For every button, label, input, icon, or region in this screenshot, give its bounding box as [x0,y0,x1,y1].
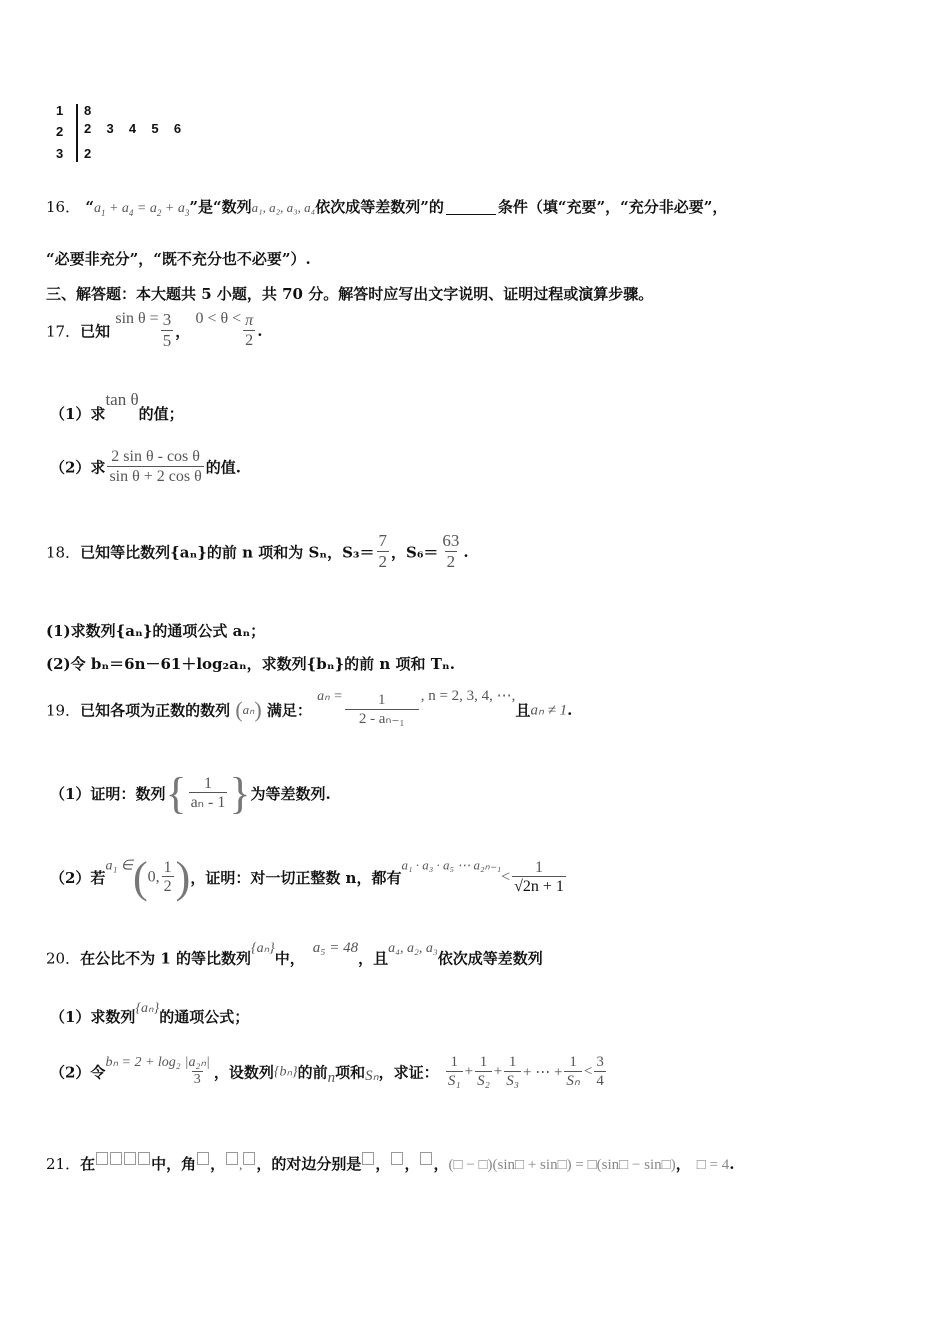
comma: ， [433,1155,449,1173]
interval-start: 0, [147,868,160,886]
recurrence-fraction [345,692,419,728]
stem-divider [76,104,78,162]
paren-right: ) [254,697,262,722]
frac-den: 2 - aₙ₋₁ [345,709,419,728]
frac-den: aₙ - 1 [190,794,226,812]
recurrence-lhs: aₙ = [317,689,343,704]
question-number: 17． [46,322,81,341]
condition-formula: $a_1 + a_4 = a_2 + a_3$ [93,201,190,218]
less-than: < [501,868,511,886]
q19-tail: 且 [515,701,531,720]
period: . [257,322,263,340]
missing-glyph [391,1152,403,1165]
missing-glyph [138,1152,150,1165]
fraction-7-2 [377,532,390,572]
part-label: （2）令 [50,1063,106,1082]
frac-num: 2 sin θ - cos θ [111,448,200,465]
comma: ， [175,322,191,341]
q20-part-2 [50,1054,608,1090]
a5-value: a₅ = 48 [312,940,359,956]
frac-den: 2 [378,551,387,571]
frac-num: 1 [163,858,172,876]
q19-part-1 [50,768,331,819]
stem-3: 3 [56,146,64,161]
frac-den: 3 [193,1071,201,1087]
part-text: 为等差数列. [250,785,331,803]
fraction-3-4 [594,1054,606,1090]
product-formula: a₁ · a₃ · a₅ ⋯ a₂ₙ₋₁ [401,857,502,873]
q17-lead: 已知 [80,322,111,341]
leaves-3: 2 [84,146,92,161]
frac-num: 1 [569,1054,577,1071]
q21-text: 的对边分别是 [271,1155,362,1173]
question-20 [46,940,543,969]
n-var: n [327,1070,336,1086]
period: . [729,1155,735,1173]
frac-num: |a₂ₙ| [184,1055,210,1071]
question-17 [46,310,262,351]
ellipsis: + ⋯ + [522,1064,563,1081]
frac-num: 3 [596,1054,604,1071]
sequence-formula: a₁, a₂, a₃, a₄ [251,200,316,215]
missing-glyph [362,1152,374,1165]
q18-part-1: (1)求数列{aₙ}的通项公式 aₙ； [46,622,266,640]
paren-left: ( [235,697,243,722]
terms-formula: a₄, a₂, a₃ [388,941,438,956]
missing-glyph [96,1152,108,1165]
part-label: （2）若 [50,869,106,887]
membership: a₁ ∈ [105,858,133,874]
frac-den: S₁ [447,1072,461,1089]
fraction-1-2 [162,859,174,897]
sequence-b: {bₙ} [273,1064,298,1080]
bn-formula: bₙ = 2 + log₂ [105,1055,181,1070]
q17-part-2 [50,448,241,486]
sequence-a: aₙ [242,702,255,717]
frac-den: 5 [162,330,172,350]
q20-mid2: ，且 [358,949,389,968]
part-text: 的值. [205,458,242,477]
q16-text-1: 是“数列 [197,198,252,216]
part-text: 的值； [138,405,184,423]
missing-glyph [420,1152,432,1165]
log-fraction [183,1055,212,1088]
question-19 [46,686,572,728]
comma: ， [375,1155,391,1173]
interval-right: ) [175,853,191,902]
q21-text: 中，角 [151,1155,197,1173]
q20-part-1 [50,998,249,1027]
part-label: （2）求 [50,458,106,477]
comma: ， [256,1155,272,1173]
q19-mid: 满足： [266,701,312,720]
frac-den: 2 [446,551,456,571]
missing-glyph [124,1152,136,1165]
sequence-a: {aₙ} [250,941,275,956]
frac-num: 3 [162,309,172,329]
comma: ， [210,1155,226,1173]
part-text: 项和 [335,1063,366,1082]
sqrt-fraction [512,859,566,897]
missing-glyph [197,1152,209,1165]
q16-text-3: 条件（填“充要”，“充分非必要”， [497,198,728,216]
missing-glyphs-triangle [95,1150,151,1168]
fraction-pi-2 [243,312,255,350]
frac-num: 1 [203,774,212,792]
frac-den: 2 [245,331,254,349]
part-text: 的通项公式； [159,1008,250,1026]
q19-text: 已知各项为正数的数列 [80,701,231,720]
range-formula: 0 < θ < [195,310,242,327]
stem-1: 1 [56,103,64,118]
comma-small: , [239,1157,243,1172]
sequence-a: {aₙ} [135,1001,160,1016]
reciprocal-fraction [189,775,228,813]
sn-var: Sₙ [365,1068,379,1084]
frac-den: √2n + 1 [514,878,564,896]
missing-glyph [110,1152,122,1165]
part-label: （1）求 [50,405,106,423]
tan-formula: tan θ [105,390,139,409]
question-16 [46,196,727,218]
frac-den: 2 [163,878,172,896]
equation: (□ − □)(sin□ + sin□) = □(sin□ − sin□) [448,1157,676,1173]
side-value: □ = 4 [696,1157,730,1173]
frac-num: 1 [479,1054,488,1071]
question-number: 19． [46,701,81,720]
frac-den: S₃ [506,1072,519,1089]
sum-term-3 [504,1054,521,1090]
frac-num: π [245,312,254,330]
q20-mid: 中， [274,949,305,968]
q21-text: 在 [80,1155,96,1173]
leaves-1: 8 [84,103,92,118]
fraction-63-2 [440,532,461,572]
frac-num: 1 [450,1054,458,1071]
sin-formula: sin θ = [115,310,159,327]
open-quote: “ [85,198,94,216]
q18-text: 已知等比数列{aₙ}的前 n 项和为 Sₙ，S₃＝ [80,543,375,562]
less-than: < [583,1063,593,1080]
q19-part-2 [50,852,568,903]
frac-num: 63 [442,531,460,550]
stem-2: 2 [56,124,64,139]
part-label: （1）证明：数列 [50,785,166,803]
period: . [463,543,469,562]
neq-condition: aₙ ≠ 1 [530,702,568,719]
sum-term-2 [475,1054,492,1090]
question-number: 16． [46,198,81,216]
leaves-2: 2 3 4 5 6 [84,121,182,136]
fraction-3-5 [161,311,174,351]
part-text: ，证明：对一切正整数 n，都有 [190,869,402,887]
section-heading: 三、解答题：本大题共 5 小题，共 70 分。解答时应写出文字说明、证明过程或演算步骤。 [46,285,654,303]
q16-line-2: “必要非充分”，“既不充分也不必要”）. [46,250,311,268]
q18-part-2: (2)令 bₙ＝6n－61＋log₂aₙ，求数列{bₙ}的前 n 项和 Tₙ. [46,655,455,673]
frac-num: 7 [378,531,387,550]
frac-num: 1 [377,692,386,709]
frac-den: sin θ + 2 cos θ [109,467,202,485]
trig-fraction [107,448,203,486]
question-18 [46,532,469,572]
q18-mid: ，S₆＝ [391,543,439,562]
plus: + [464,1063,474,1080]
interval-left: ( [133,853,148,902]
q20-text: 在公比不为 1 的等比数列 [80,949,251,968]
plus: + [493,1063,503,1080]
part-text: 的前 [297,1063,328,1082]
frac-den: S₂ [477,1072,490,1089]
frac-den: 4 [596,1072,604,1089]
q16-text-2: 依次成等差数列”的 [315,198,444,216]
comma: ， [404,1155,420,1173]
frac-den: Sₙ [566,1072,580,1089]
q20-end: 依次成等差数列 [437,949,543,968]
question-21 [46,1150,735,1174]
question-number: 20． [46,949,81,968]
q17-part-1 [50,390,184,424]
comma: ， [675,1155,691,1173]
sum-term-1 [446,1054,463,1090]
frac-num: 1 [535,858,544,876]
index-range: , n = 2, 3, 4, ⋯, [420,688,516,704]
missing-glyph [243,1152,255,1165]
missing-glyph [226,1152,238,1165]
period: . [567,701,573,719]
answer-blank[interactable] [446,200,496,215]
brace-right: } [229,769,251,818]
frac-num: 1 [508,1054,517,1071]
part-text: ，求证： [378,1063,439,1082]
question-number: 18． [46,543,81,562]
part-label: （1）求数列 [50,1008,136,1026]
sum-term-n [564,1054,581,1090]
part-text: ，设数列 [213,1063,274,1082]
close-quote: ” [189,198,198,216]
brace-left: { [165,769,187,818]
question-number: 21． [46,1155,81,1173]
